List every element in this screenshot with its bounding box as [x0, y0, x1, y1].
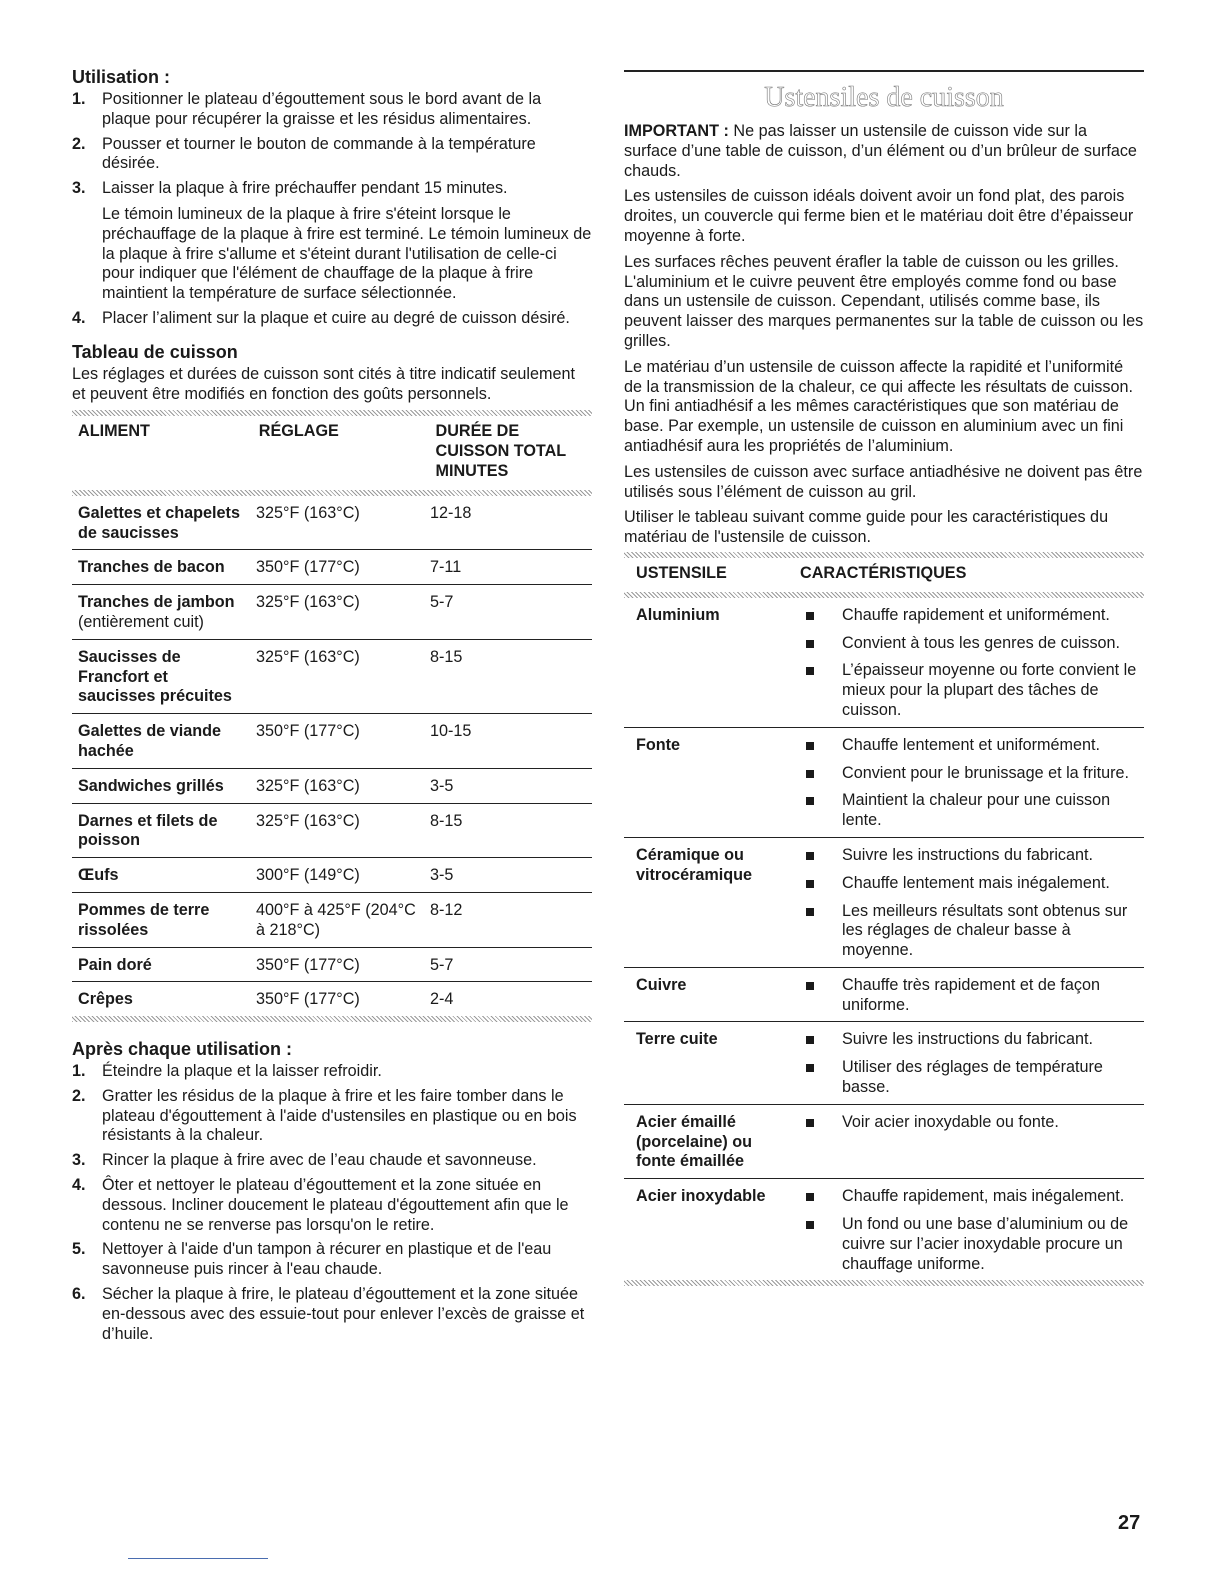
header-reglage: RÉGLAGE: [258, 422, 339, 441]
time-cell: 8-12: [424, 892, 592, 947]
page-number: 27: [1118, 1512, 1141, 1534]
food-cell: [72, 585, 250, 640]
footer-line: [128, 1558, 268, 1559]
list-item: Suivre les instructions du fabricant.: [800, 846, 1140, 866]
list-item: L’épaisseur moyenne ou forte convient le mieux pour la plupart des tâches de cuisson.: [800, 661, 1140, 720]
step-text: Éteindre la plaque et la laisser refroidir.: [102, 1062, 382, 1081]
header-aliment: ALIMENT: [78, 422, 150, 441]
food-note: (entièrement cuit): [78, 612, 204, 631]
table-row: [72, 858, 592, 893]
food-cell: [72, 714, 250, 769]
table-row: [72, 550, 592, 585]
list-item: Convient pour le brunissage et la friture.: [800, 764, 1140, 784]
table-bottom-rule: [72, 1016, 592, 1022]
paragraph-4: Les ustensiles de cuisson avec surface antiadhésive ne doivent pas être utilisés sous l’élément de cuisson au gril.: [624, 462, 1143, 501]
paragraph-1: Les ustensiles de cuisson idéals doivent avoir un fond plat, des parois droites, un couvercle qui ferme bien et le matériau doit être d’épaisseur moyenne à forte.: [624, 187, 1134, 245]
step-text: Rincer la plaque à frire avec de l’eau chaude et savonneuse.: [102, 1151, 537, 1170]
pan-cell: Céramique ou vitrocéramique: [624, 837, 788, 967]
pan-cell: Fonte: [624, 727, 788, 837]
important-text: Ne pas laisser un ustensile de cuisson vide sur la surface d’une table de cuisson, d’un élément ou d’un brûleur de surface chauds.: [624, 122, 1137, 180]
step-number: 2.: [72, 134, 86, 153]
step-number: 6.: [72, 1285, 86, 1304]
step-text: Placer l’aliment sur la plaque et cuire au degré de cuisson désiré.: [102, 308, 570, 327]
food-name: Galettes de viande hachée: [78, 722, 222, 760]
food-name: Crêpes: [78, 990, 133, 1009]
characteristics-list: [800, 976, 1140, 1016]
step-number: 3.: [72, 1151, 86, 1170]
step-text: Positionner le plateau d’égouttement sous le bord avant de la plaque pour récupérer la graisse et les résidus alimentaires.: [102, 90, 542, 128]
paragraph-5: Utiliser le tableau suivant comme guide pour les caractéristiques du matériau de l'ustensile de cuisson.: [624, 508, 1109, 547]
step-text: Laisser la plaque à frire préchauffer pendant 15 minutes.: [102, 179, 508, 198]
pans-table: [624, 598, 1144, 1281]
step-item: [72, 1285, 592, 1344]
step-item: [72, 1240, 592, 1280]
setting-cell: 325°F (163°C): [250, 768, 424, 803]
list-item: Chauffe rapidement, mais inégalement.: [800, 1187, 1140, 1207]
pan-cell: Acier inoxydable: [636, 1187, 766, 1206]
food-name: Sandwiches grillés: [78, 776, 224, 795]
food-name: Saucisses de Francfort et saucisses précuites: [78, 647, 232, 706]
food-name: Œufs: [78, 866, 119, 885]
characteristics-cell: [788, 837, 1144, 967]
setting-cell: 350°F (177°C): [256, 990, 360, 1009]
time-cell: 3-5: [424, 768, 592, 803]
pan-cell: Acier émaillé (porcelaine) ou fonte émaillée: [624, 1104, 788, 1178]
food-name: Galettes et chapelets de saucisses: [78, 503, 240, 542]
left-column: [72, 66, 592, 1356]
food-cell: [72, 982, 250, 1016]
characteristics-list: [800, 846, 1140, 961]
setting-cell: 300°F (149°C): [250, 858, 424, 893]
food-cell: [72, 947, 250, 982]
step-number: 5.: [72, 1240, 86, 1259]
table-row: [624, 1104, 1144, 1178]
header-ustensile: USTENSILE: [636, 563, 727, 582]
characteristics-cell: [788, 598, 1144, 727]
characteristics-list: [800, 1113, 1140, 1133]
header-caracteristiques: CARACTÉRISTIQUES: [800, 563, 967, 582]
setting-cell: 325°F (163°C): [250, 496, 424, 550]
pans-table-bottom-rule: [624, 1280, 1144, 1286]
step-number: 4.: [72, 308, 86, 327]
pan-cell: Terre cuite: [624, 1022, 788, 1104]
list-item: Suivre les instructions du fabricant.: [800, 1030, 1140, 1050]
utilisation-heading: Utilisation :: [72, 67, 170, 87]
table-row: [72, 714, 592, 769]
table-row: [72, 803, 592, 858]
list-item: Un fond ou une base d’aluminium ou de cuivre sur l’acier inoxydable procure un chauffage uniforme.: [800, 1215, 1140, 1274]
step-item: [72, 90, 592, 130]
important-label: IMPORTANT :: [624, 122, 729, 140]
characteristics-list: [800, 736, 1140, 831]
step-text: Gratter les résidus de la plaque à frire et les faire tomber dans le plateau d'égouttement à l'aide d'ustensiles en plastique ou en bois résistants à la chaleur.: [102, 1086, 577, 1145]
list-item: Chauffe lentement et uniformément.: [800, 736, 1140, 756]
time-cell: 7-11: [424, 550, 592, 585]
time-cell: 5-7: [424, 947, 592, 982]
step-item: [72, 1151, 592, 1171]
food-cell: [72, 858, 250, 893]
list-item: Les meilleurs résultats sont obtenus sur les réglages de chaleur basse à moyenne.: [800, 902, 1140, 961]
food-name: Darnes et filets de poisson: [78, 811, 218, 850]
characteristics-list: [800, 1187, 1140, 1274]
table-row: [624, 837, 1144, 967]
food-cell: [72, 496, 250, 550]
step-text: Sécher la plaque à frire, le plateau d’égouttement et la zone située en-dessous avec des essuie-tout pour enlever l’excès de graisse et d’huile.: [102, 1285, 585, 1343]
characteristics-cell: [788, 1179, 1144, 1281]
step-item: [72, 179, 592, 304]
setting-cell: 400°F à 425°F (204°C à 218°C): [250, 892, 424, 947]
food-cell: [72, 639, 250, 713]
list-item: Maintient la chaleur pour une cuisson lente.: [800, 791, 1140, 831]
list-item: Utiliser des réglages de température basse.: [800, 1058, 1140, 1098]
list-item: Chauffe rapidement et uniformément.: [800, 606, 1140, 626]
characteristics-cell: [788, 1104, 1144, 1178]
characteristics-cell: [788, 1022, 1144, 1104]
setting-cell: 350°F (177°C): [250, 947, 424, 982]
step-item: [72, 1087, 592, 1146]
time-cell: 3-5: [424, 858, 592, 893]
table-row: [72, 639, 592, 713]
step-text: Pousser et tourner le bouton de commande à la température désirée.: [102, 134, 536, 173]
list-item: Voir acier inoxydable ou fonte.: [800, 1113, 1140, 1133]
time-cell: 12-18: [424, 496, 592, 550]
table-row: [624, 1179, 1144, 1281]
time-cell: 8-15: [424, 639, 592, 713]
table-row: [72, 496, 592, 550]
right-column: [624, 70, 1144, 1286]
table-row: [624, 967, 1144, 1022]
pans-table-header: [624, 558, 1144, 592]
paragraph-2: Les surfaces rêches peuvent érafler la table de cuisson ou les grilles. L'aluminium et le cuivre peuvent être employés comme fond ou base dans un ustensile de cuisson. Cependant, utilisés comme base, ils peuvent laisser des marques permanentes sur la table de cuisson ou les grilles.: [624, 252, 1144, 350]
food-cell: [72, 803, 250, 858]
header-duree: DURÉE DE CUISSON TOTAL MINUTES: [435, 422, 566, 480]
table-row: [72, 768, 592, 803]
setting-cell: 350°F (177°C): [250, 550, 424, 585]
list-item: Chauffe lentement mais inégalement.: [800, 874, 1140, 894]
setting-cell: 325°F (163°C): [250, 585, 424, 640]
step-number: 2.: [72, 1086, 86, 1105]
step-number: 3.: [72, 179, 86, 198]
section-title: Ustensiles de cuisson: [764, 82, 1004, 113]
step-number: 1.: [72, 1062, 86, 1081]
table-row: [72, 947, 592, 982]
step-number: 4.: [72, 1176, 86, 1195]
important-paragraph: [624, 122, 1144, 181]
step-number: 1.: [72, 90, 86, 108]
setting-cell: 350°F (177°C): [250, 714, 424, 769]
food-cell: [72, 892, 250, 947]
characteristics-list: [800, 606, 1140, 721]
step-item: [72, 1062, 592, 1082]
section-top-rule: [624, 70, 1144, 72]
setting-cell: 325°F (163°C): [250, 803, 424, 858]
paragraph-3: Le matériau d’un ustensile de cuisson affecte la rapidité et l’uniformité de la transmission de la chaleur, ce qui affecte les résultats de cuisson. Un fini antiadhésif a les mêmes caractéristiques que son matériau de base. Par exemple, un ustensile de cuisson en aluminium avec un fini antiadhésif aura les propriétés de l’aluminium.: [624, 357, 1133, 455]
characteristics-cell: [788, 727, 1144, 837]
table-row: [72, 585, 592, 640]
pan-cell: Aluminium: [624, 598, 788, 727]
time-cell: 8-15: [424, 803, 592, 858]
tableau-heading: Tableau de cuisson: [72, 341, 238, 362]
table-row: [624, 1022, 1144, 1104]
tableau-intro: Les réglages et durées de cuisson sont cités à titre indicatif seulement et peuvent être modifiés en fonction des goûts personnels.: [72, 364, 575, 403]
characteristics-list: [800, 1030, 1140, 1097]
food-name: Pommes de terre rissolées: [78, 900, 210, 939]
food-name: Tranches de jambon: [78, 593, 235, 612]
setting-cell: 325°F (163°C): [250, 639, 424, 713]
step-item: [72, 135, 592, 175]
cooking-table: [72, 496, 592, 1016]
list-item: Chauffe très rapidement et de façon uniforme.: [800, 976, 1140, 1016]
pan-cell: Cuivre: [624, 967, 788, 1022]
food-name: Pain doré: [78, 955, 152, 974]
characteristics-cell: [788, 967, 1144, 1022]
list-item: Convient à tous les genres de cuisson.: [800, 634, 1140, 654]
step-item: [72, 309, 592, 329]
step-text: Ôter et nettoyer le plateau d’égouttement et la zone située en dessous. Incliner doucement le plateau d'égouttement afin que le contenu ne se renverse pas lorsqu'on le retire.: [102, 1176, 569, 1234]
food-cell: [72, 550, 250, 585]
table-row: [624, 727, 1144, 837]
time-cell: 10-15: [424, 714, 592, 769]
food-name: Tranches de bacon: [78, 558, 225, 577]
apres-steps: [72, 1062, 592, 1344]
utilisation-steps: [72, 90, 592, 329]
table-row: [72, 982, 592, 1016]
table-row: [624, 598, 1144, 727]
time-cell: 2-4: [430, 990, 454, 1009]
step-text: Nettoyer à l'aide d'un tampon à récurer en plastique et de l'eau savonneuse puis rincer à l'eau chaude.: [102, 1240, 552, 1279]
table-row: [72, 892, 592, 947]
step-item: [72, 1176, 592, 1235]
apres-heading: Après chaque utilisation :: [72, 1039, 293, 1060]
food-cell: [72, 768, 250, 803]
step-subtext: Le témoin lumineux de la plaque à frire s'éteint lorsque le préchauffage de la plaque à frire est terminé. Le témoin lumineux de la plaque à frire s'allume et s'éteint durant l'utilisation de celle-ci pour indiquer que l'élément de chauffage de la plaque à frire maintient la température de surface sélectionnée.: [102, 204, 592, 303]
time-cell: 5-7: [424, 585, 592, 640]
cooking-table-header: [72, 416, 592, 489]
